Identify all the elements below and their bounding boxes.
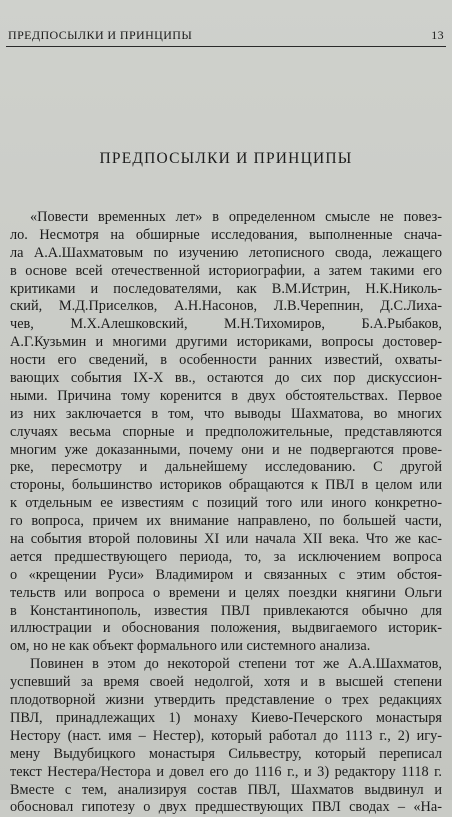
text-line: го вопроса, причем их внимание направлено, по большей части, [10, 513, 442, 530]
text-line: А.Г.Кузьмин и многими другими историками, вопросы достовер- [10, 334, 442, 351]
text-line: ности его сведений, в особенности ранних известий, охваты- [10, 352, 442, 369]
text-line: многим уже доказанными, почему они и не подвергаются прове- [10, 441, 442, 458]
text-line: случаях весьма спорные и предположительные, представляются [10, 423, 442, 440]
text-line: иллюстрации и обоснования положения, выдвигаемого историк- [10, 620, 442, 637]
text-line: к отдельным ее известиям с позиций того или иного конкретно- [10, 495, 442, 512]
page-number: 13 [431, 28, 444, 42]
text-line: успевший за время своей недолгой, хотя и в высшей степени [10, 674, 442, 691]
text-line: «Повести временных лет» в определенном смысле не повез- [30, 209, 442, 225]
text-line: текст Нестера/Нестора и довел его до 1116 г., и 3) редактору 1118 г. [10, 763, 442, 780]
text-line: ается предшествующего периода, то, за исключением вопроса [10, 548, 442, 565]
text-line: критиками и последователями, как В.М.Истрин, Н.К.Николь- [10, 280, 442, 297]
text-line: ом, но не как объект формального или системного анализа. [10, 638, 371, 655]
chapter-title: ПРЕДПОСЫЛКИ И ПРИНЦИПЫ [99, 150, 353, 167]
body-text [10, 209, 442, 817]
text-line: рке, пересмотру и дальнейшему исследованию. С другой [10, 459, 442, 476]
text-line: ными. Причина тому коренится в двух обстоятельствах. Первое [10, 387, 442, 404]
running-title: ПРЕДПОСЫЛКИ И ПРИНЦИПЫ [8, 28, 193, 42]
text-line: ла А.А.Шахматовым по изучению летописного свода, лежащего [10, 244, 442, 261]
text-line: Повинен в этом до некоторой степени тот же А.А.Шахматов, [30, 656, 442, 673]
text-line: из них заключается в том, что выводы Шахматова, во многих [10, 405, 442, 422]
text-line: ский, М.Д.Приселков, А.Н.Насонов, Л.В.Черепнин, Д.С.Лиха- [10, 298, 442, 315]
text-line: тельств или вопроса о времени и целях поездки княгини Ольги [10, 584, 442, 601]
header-rule [6, 46, 446, 47]
text-line: Нестору (наст. имя – Нестер), который работал до 1113 г., 2) игу- [10, 727, 442, 744]
text-line: плодотворной жизни утвердить представление о трех редакциях [10, 692, 442, 709]
text-line: вающих события IX-X вв., остаются до сих пор дискуссион- [10, 370, 442, 387]
text-line: ло. Несмотря на обширные исследования, выполненные снача- [10, 226, 442, 243]
text-line: обосновал гипотезу о двух предшествующих ПВЛ сводах – «На- [10, 799, 442, 816]
text-line: в основе всей отечественной историографии, а затем такими его [10, 262, 442, 279]
text-line: мену Выдубицкого монастыря Сильвестру, который переписал [10, 745, 442, 762]
text-line: о «крещении Руси» Владимиром и связанных с этим обстоя- [10, 566, 442, 583]
text-line: в Константинополь, известия ПВЛ привлекаются обычно для [10, 602, 442, 619]
text-line: Вместе с тем, анализируя состав ПВЛ, Шахматов выдвинул и [10, 781, 442, 798]
text-line: стороны, большинство историков обращаются к ПВЛ в целом или [10, 477, 442, 494]
text-line: чев, М.Х.Алешковский, М.Н.Тихомиров, Б.А.Рыбаков, [10, 316, 442, 333]
text-line: ПВЛ, принадлежащих 1) монаху Киево-Печерского монастыря [10, 709, 442, 726]
text-line: на события второй половины XI или начала XII века. Что же кас- [10, 531, 442, 548]
running-header [8, 28, 444, 43]
